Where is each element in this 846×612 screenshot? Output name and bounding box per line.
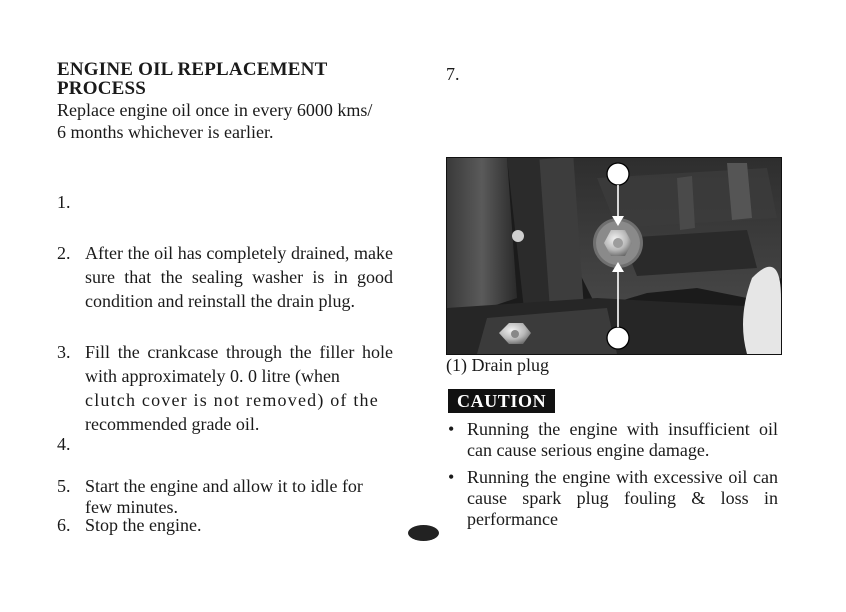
step-2 xyxy=(57,241,393,313)
section-title-line1: ENGINE OIL REPLACEMENT xyxy=(57,59,328,80)
drain-plug-photo xyxy=(446,157,782,355)
step-3-text-a: Fill the crankcase through the filler hole with approximately 0. 0 litre (when xyxy=(85,342,393,386)
caution-bullet-1 xyxy=(448,419,778,461)
page-number-marker xyxy=(408,525,439,541)
step-5-text-b: few minutes. xyxy=(85,497,178,517)
engine-illustration xyxy=(447,158,781,354)
bullet-dot: • xyxy=(448,467,455,487)
step-5-text xyxy=(85,474,393,516)
step-6-number: 6. xyxy=(57,515,71,535)
step-4-number: 4. xyxy=(57,434,71,454)
section-title xyxy=(57,60,397,98)
caution-bullet-2 xyxy=(448,467,778,530)
bullet-dot: • xyxy=(448,419,455,439)
intro-line1: Replace engine oil once in every 6000 kms/ xyxy=(57,100,373,120)
step-5-text-a: Start the engine and allow it to idle for xyxy=(85,476,363,496)
step-7-number: 7. xyxy=(446,64,460,84)
step-5 xyxy=(57,474,393,516)
step-3-text-c: recommended grade oil. xyxy=(85,414,260,434)
step-3-number: 3. xyxy=(57,342,71,362)
caution-bullet-1-text: Running the engine with insufficient oil can cause serious engine damage. xyxy=(467,419,778,460)
step-3 xyxy=(57,340,393,436)
step-5-number: 5. xyxy=(57,476,71,496)
intro-paragraph xyxy=(57,99,397,143)
step-2-text: After the oil has completely drained, make sure that the sealing washer is in good condition and reinstall the drain plug. xyxy=(85,243,393,311)
figure-caption: (1) Drain plug xyxy=(446,355,549,375)
step-3-text xyxy=(85,340,393,436)
caution-bullet-2-text: Running the engine with excessive oil can cause spark plug fouling & loss in performance xyxy=(467,467,778,529)
step-3-text-b: clutch cover is not removed) of the xyxy=(85,390,379,410)
intro-line2: 6 months whichever is earlier. xyxy=(57,122,274,142)
step-6-text: Stop the engine. xyxy=(85,515,202,535)
caution-label: CAUTION xyxy=(448,389,555,413)
step-1-number: 1. xyxy=(57,192,71,212)
step-6 xyxy=(57,513,393,537)
section-title-line2: PROCESS xyxy=(57,78,147,99)
step-2-number: 2. xyxy=(57,243,71,263)
